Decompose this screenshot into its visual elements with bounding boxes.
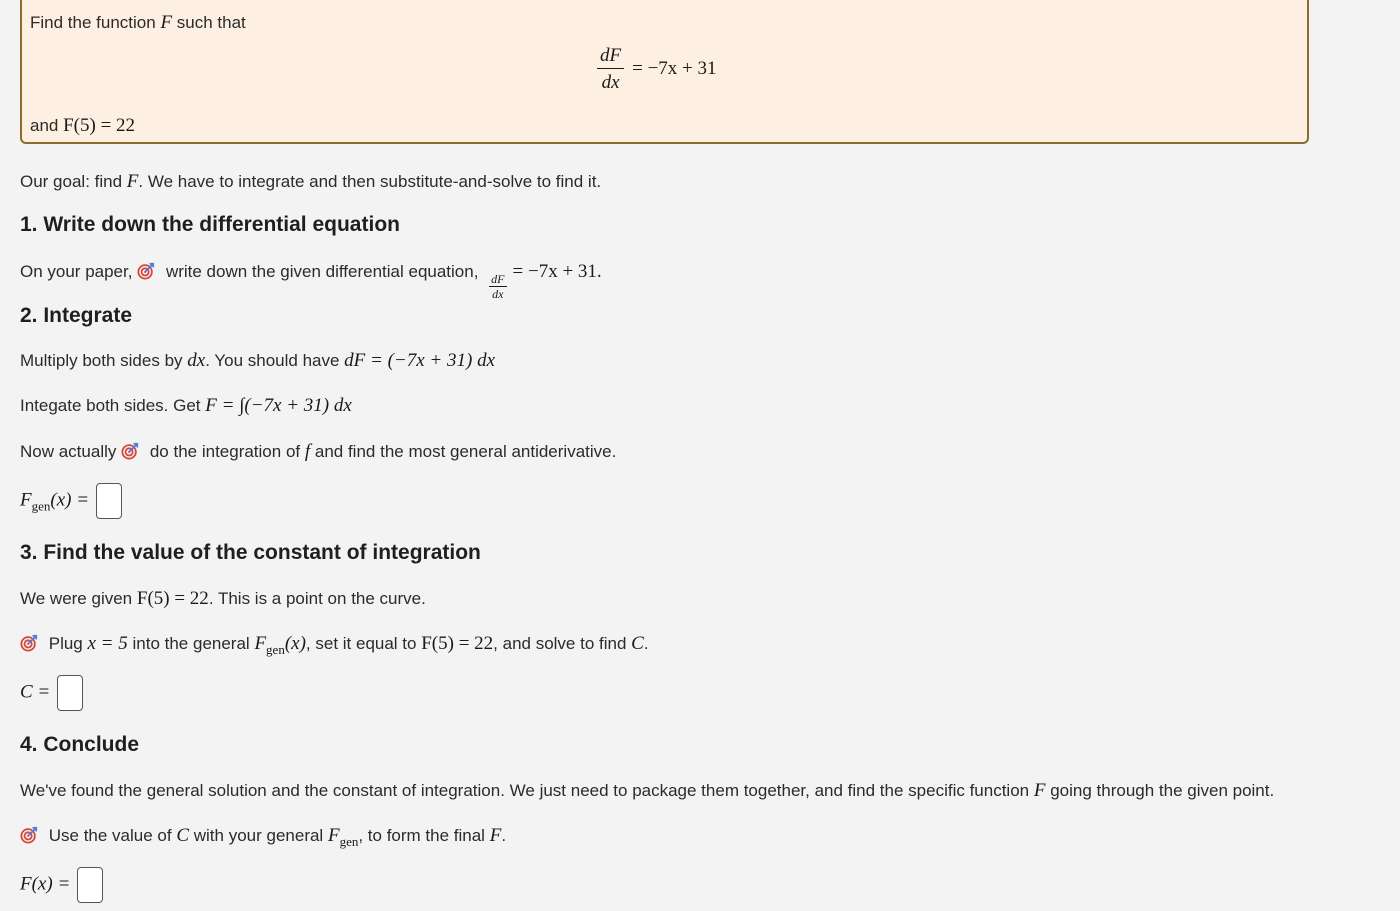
para-prefix: We've found the general solution and the constant of integration. We just need to package them together, and find the specific function [20,781,1030,800]
target-icon [20,826,38,844]
para-suffix: going through the given point. [1050,781,1275,800]
eq-numerator: dF [597,46,624,69]
step2-now [20,441,616,463]
cond-prefix: and [30,116,59,135]
goal-text [20,171,601,193]
fx-label: F(x) = [20,873,71,895]
use-F: F [327,825,340,846]
target-icon [121,442,139,460]
now-prefix: Now actually [20,442,117,461]
c-answer-input[interactable] [57,675,83,711]
problem-condition [30,115,135,137]
multiply-suffix: . You should have [205,351,340,370]
multiply-var: dx [187,350,206,371]
now-suffix: and find the most general antiderivative. [314,442,617,461]
plug-end: . [643,634,649,653]
plug-arg: (x) [284,633,306,654]
plug-C: C [631,633,644,654]
now-action: do the integration of [149,442,301,461]
plug-mid: into the general [132,634,250,653]
plug-sub: gen [266,642,285,657]
fgen-arg: (x) = [50,489,90,511]
problem-intro [30,12,246,34]
plug-prefix: Plug [48,634,83,653]
step3-heading: 3. Find the value of the constant of integration [20,541,481,564]
step1-frac-num: dF [491,272,505,286]
plug-mid2: , set it equal to [305,634,417,653]
eq-denominator: dx [601,72,620,93]
step4-paragraph [20,780,1274,802]
fgen-answer-row [20,483,122,519]
use-mid: with your general [193,826,324,845]
step2-heading: 2. Integrate [20,304,133,327]
step2-multiply [20,350,495,372]
integrate-eq: F = ∫(−7x + 31) dx [205,395,352,416]
multiply-eq: dF = (−7x + 31) dx [344,350,496,371]
goal-var: F [126,171,139,192]
problem-intro-suffix: such that [176,13,246,32]
target-icon [137,262,155,280]
step1-prefix: On your paper, [20,262,133,281]
goal-suffix: . We have to integrate and then substitute-and-solve to find it. [138,172,602,191]
use-final: F [489,825,502,846]
step4-heading: 4. Conclude [20,733,140,756]
step1-heading: 1. Write down the differential equation [20,213,400,236]
given-eq: F(5) = 22 [136,588,209,609]
use-prefix: Use the value of [48,826,172,845]
plug-eq2: F(5) = 22 [421,633,494,654]
fx-answer-row [20,867,103,903]
use-end: . [501,826,507,845]
fgen-F: F [20,489,32,511]
goal-prefix: Our goal: find [20,172,123,191]
fgen-sub: gen [31,498,51,514]
given-suffix: . This is a point on the curve. [208,589,426,608]
c-label: C = [20,681,51,703]
integrate-text: Integate both sides. Get [20,396,201,415]
fx-answer-input[interactable] [77,867,103,903]
para-var: F [1033,780,1046,801]
problem-differential-equation [597,46,717,92]
plug-F: F [254,633,267,654]
problem-intro-text: Find the function [30,13,156,32]
now-var: f [304,441,311,462]
step1-rhs: = −7x + 31. [512,261,602,282]
plug-mid3: , and solve to find [493,634,627,653]
c-answer-row [20,675,83,711]
use-sub: gen [339,834,359,849]
eq-rhs: = −7x + 31 [632,58,717,79]
problem-intro-var: F [160,12,173,33]
step3-plug [20,633,649,658]
target-icon [20,634,38,652]
problem-statement-box [20,0,1309,144]
plug-eq: x = 5 [87,633,128,654]
step1-frac-den: dx [492,287,504,301]
step2-integrate [20,395,352,417]
step4-use [20,825,506,850]
use-mid2: , to form the final [358,826,485,845]
step3-given [20,588,426,610]
given-prefix: We were given [20,589,133,608]
use-C: C [176,825,190,846]
step1-instruction [20,261,602,300]
step1-action: write down the given differential equation, [165,262,479,281]
fgen-answer-input[interactable] [96,483,122,519]
multiply-text: Multiply both sides by [20,351,183,370]
cond-math: F(5) = 22 [63,115,136,136]
